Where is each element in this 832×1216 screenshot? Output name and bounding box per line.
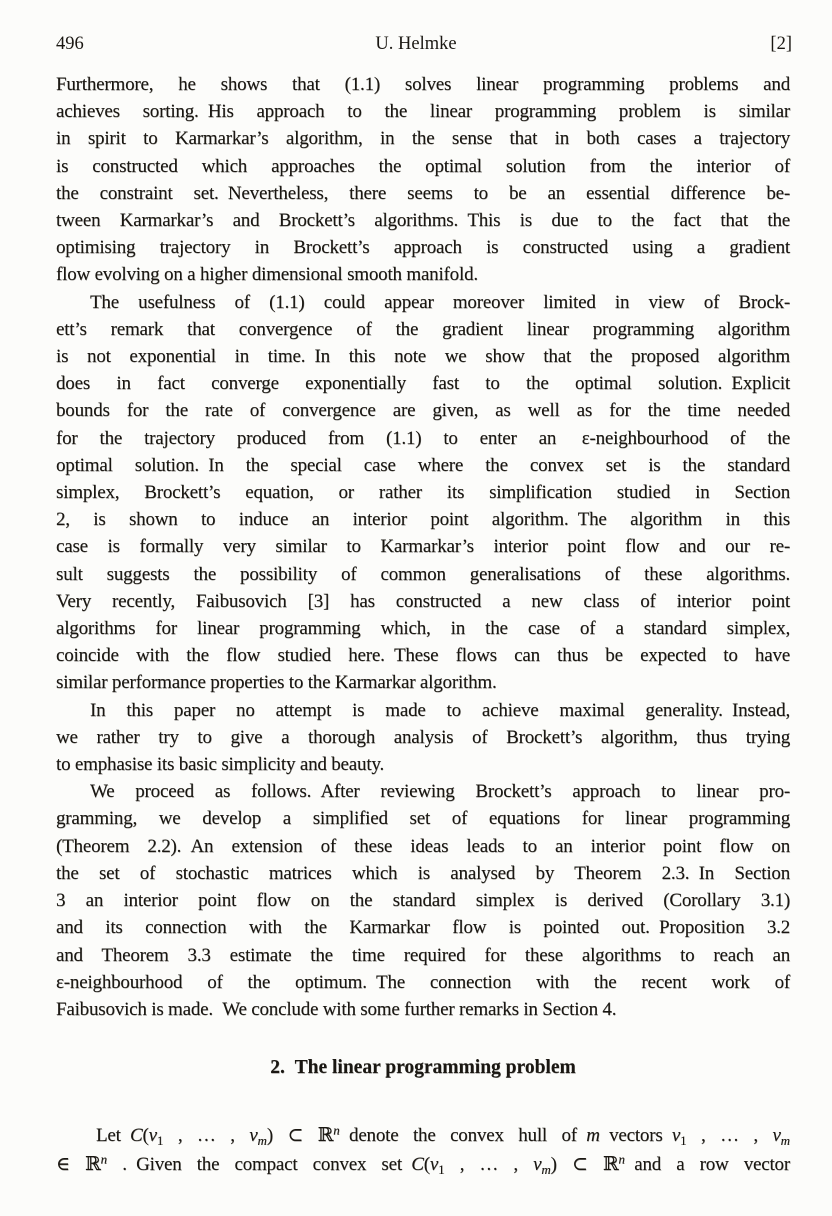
text-line: Very recently, Faibusovich [3] has constructed a new class of interior point bbox=[56, 590, 790, 612]
text-line: Furthermore, he shows that (1.1) solves linear programming problems and bbox=[56, 74, 790, 95]
paragraph bbox=[56, 697, 790, 779]
text-line: and its connection with the Karmarkar flow is pointed out. Proposition 3.2 bbox=[56, 917, 790, 939]
text-line: (Theorem 2.2). An extension of these ideas leads to an interior point flow on bbox=[56, 835, 790, 857]
text-line: algorithms for linear programming which, in the case of a standard simplex, bbox=[56, 618, 790, 640]
text-line: ε-neighbourhood of the optimum. The connection with the recent work of bbox=[56, 971, 790, 993]
text-line: The usefulness of (1.1) could appear moreover limited in view of Brock- bbox=[90, 291, 790, 313]
text-line: coincide with the flow studied here. These flows can thus be expected to have bbox=[56, 645, 790, 667]
text-line: simplex, Brockett’s equation, or rather its simplification studied in Section bbox=[56, 482, 790, 504]
paragraph bbox=[56, 778, 790, 1023]
page-header bbox=[56, 34, 792, 56]
text-line: We proceed as follows. After reviewing Brockett’s approach to linear pro- bbox=[90, 781, 790, 803]
running-head: U. Helmke bbox=[375, 34, 457, 54]
text-line: flow evolving on a higher dimensional smooth manifold. bbox=[56, 264, 478, 286]
paragraph bbox=[56, 71, 790, 289]
text-line: is not exponential in time. In this note we show that the proposed algorithm bbox=[56, 346, 790, 368]
text-line: similar performance properties to the Karmarkar algorithm. bbox=[56, 672, 497, 694]
section-paragraphs bbox=[56, 1121, 790, 1179]
text-line: ett’s remark that convergence of the gradient linear programming algorithm bbox=[56, 318, 790, 340]
text-line: ∈ ℝ$^n$ . Given the compact convex set $C(v_1$ , … , $v_m$) ⊂ ℝ$^n$ and a row vector bbox=[56, 1151, 790, 1177]
section-heading: 2. The linear programming problem bbox=[270, 1057, 576, 1078]
text-line: In this paper no attempt is made to achieve maximal generality. Instead, bbox=[90, 699, 790, 721]
text-line: gramming, we develop a simplified set of equations for linear programming bbox=[56, 808, 790, 830]
text-line: Faibusovich is made. We conclude with some further remarks in Section 4. bbox=[56, 998, 617, 1020]
text-line: does in fact converge exponentially fast to the optimal solution. Explicit bbox=[56, 373, 790, 395]
text-line: the constraint set. Nevertheless, there seems to be an essential difference be- bbox=[56, 182, 790, 204]
text-line: optimal solution. In the special case where the convex set is the standard bbox=[56, 454, 790, 476]
text-line: in spirit to Karmarkar’s algorithm, in the sense that in both cases a trajectory bbox=[56, 128, 790, 150]
paragraph bbox=[56, 1121, 790, 1179]
text-line: for the trajectory produced from (1.1) to enter an ε-neighbourhood of the bbox=[56, 427, 790, 449]
text-line: and Theorem 3.3 estimate the time required for these algorithms to reach an bbox=[56, 944, 790, 966]
page-number: 496 bbox=[56, 34, 84, 54]
text-line: the set of stochastic matrices which is analysed by Theorem 2.3. In Section bbox=[56, 862, 790, 884]
text-line: 3 an interior point flow on the standard simplex is derived (Corollary 3.1) bbox=[56, 890, 790, 912]
intro-paragraphs bbox=[56, 71, 790, 1023]
text-line: bounds for the rate of convergence are given, as well as for the time needed bbox=[56, 400, 790, 422]
text-line: case is formally very similar to Karmarkar’s interior point flow and our re- bbox=[56, 536, 790, 558]
text-line: is constructed which approaches the optimal solution from the interior of bbox=[56, 155, 790, 177]
text-line: achieves sorting. His approach to the linear programming problem is similar bbox=[56, 101, 790, 123]
text-line: we rather try to give a thorough analysis of Brockett’s algorithm, thus trying bbox=[56, 726, 790, 748]
paragraph bbox=[56, 289, 790, 697]
text-line: 2, is shown to induce an interior point algorithm. The algorithm in this bbox=[56, 509, 790, 531]
text-line: optimising trajectory in Brockett’s approach is constructed using a gradient bbox=[56, 237, 790, 259]
text-line: tween Karmarkar’s and Brockett’s algorithms. This is due to the fact that the bbox=[56, 210, 790, 232]
text-line: Let $C(v_1$ , … , $v_m$) ⊂ ℝ$^n$ denote the convex hull of m vectors $v_1$ , … , $v_m$ bbox=[96, 1122, 790, 1148]
text-line: sult suggests the possibility of common generalisations of these algorithms. bbox=[56, 563, 790, 585]
text-line: to emphasise its basic simplicity and beauty. bbox=[56, 754, 385, 776]
reference-number: [2] bbox=[770, 34, 792, 54]
